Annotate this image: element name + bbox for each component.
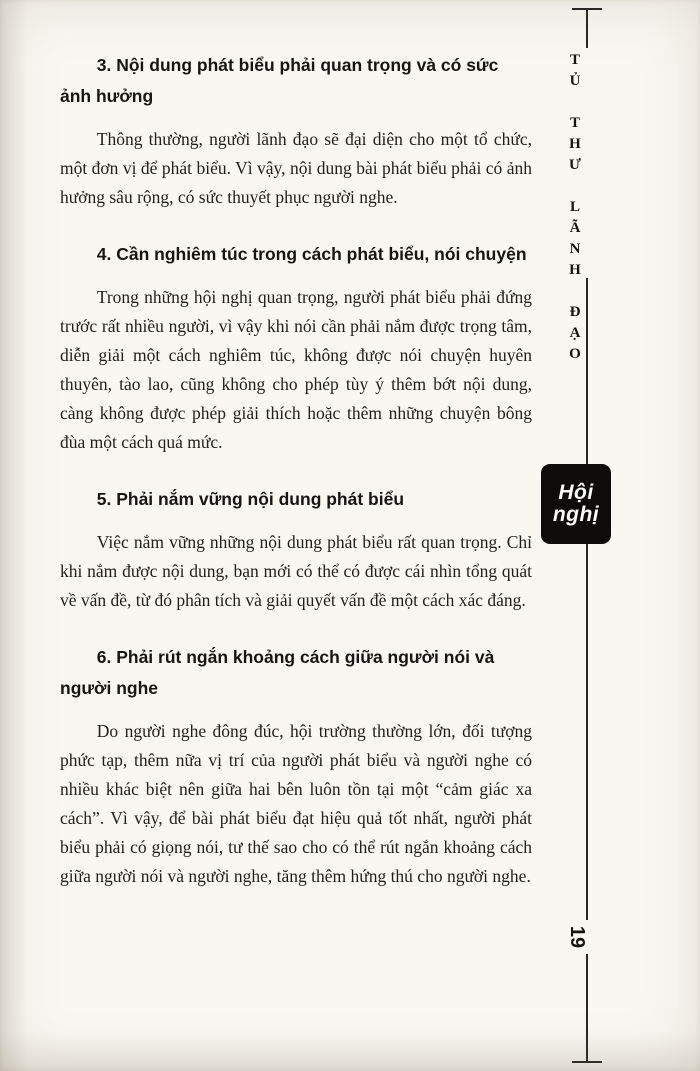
scan-edge-shade-bottom (0, 1031, 700, 1071)
topic-badge (543, 466, 609, 542)
main-text-column (60, 50, 532, 891)
section-paragraph-6: Do người nghe đông đúc, hội trường thường lớn, đối tượng phức tạp, thêm nữa vị trí của người phát biểu và người nghe có nhiều khác biệt nên giữa hai bên luôn tồn tại một “cảm giác xa cách”. Vì vậy, để bài phát biểu đạt hiệu quả tốt nhất, người phát biểu phải có giọng nói, tư thế sao cho có thể rút ngắn khoảng cách giữa người nói và người nghe, tăng thêm hứng thú cho người nghe. (60, 721, 532, 886)
section-paragraph-5: Việc nắm vững những nội dung phát biểu rất quan trọng. Chỉ khi nắm được nội dung, bạn mới có thể có được cái nhìn tổng quát về vấn đề, từ đó phân tích và giải quyết vấn đề một cách xác đáng. (60, 532, 532, 610)
series-title-vertical: TỦ THƯ LÃNH ĐẠO (567, 52, 583, 367)
section-heading-4: 4. Cần nghiêm túc trong cách phát biểu, nói chuyện (96, 244, 527, 264)
margin-rule-upper-segment (586, 10, 588, 48)
section-paragraph-4: Trong những hội nghị quan trọng, người phát biểu phải đứng trước rất nhiều người, vì vậy khi nói cần phải nắm được trọng tâm, diễn giải một cách nghiêm túc, không được nói chuyện huyên thuyên, tào lao, cũng không cho phép tùy ý thêm bớt nội dung, càng không được phép giải thích hoặc thêm những chuyện bông đùa một cách quá mức. (60, 287, 532, 452)
topic-badge-line2: nghị (552, 503, 600, 526)
scan-edge-shade-left (0, 0, 28, 1071)
margin-rule-bottom-cap (572, 1061, 602, 1063)
section-heading-5: 5. Phải nắm vững nội dung phát biểu (96, 489, 405, 509)
section-paragraph-3: Thông thường, người lãnh đạo sẽ đại diện cho một tổ chức, một đơn vị để phát biểu. Vì vậy, nội dung bài phát biểu phải có ảnh hưởng sâu rộng, có sức thuyết phục người nghe. (60, 129, 532, 207)
section-heading-6: 6. Phải rút ngắn khoảng cách giữa người nói và người nghe (60, 647, 495, 698)
section-heading-3: 3. Nội dung phát biểu phải quan trọng và có sức ảnh hưởng (60, 55, 499, 106)
topic-badge-line1: Hội (558, 481, 594, 504)
page-number: 19 (560, 920, 594, 954)
